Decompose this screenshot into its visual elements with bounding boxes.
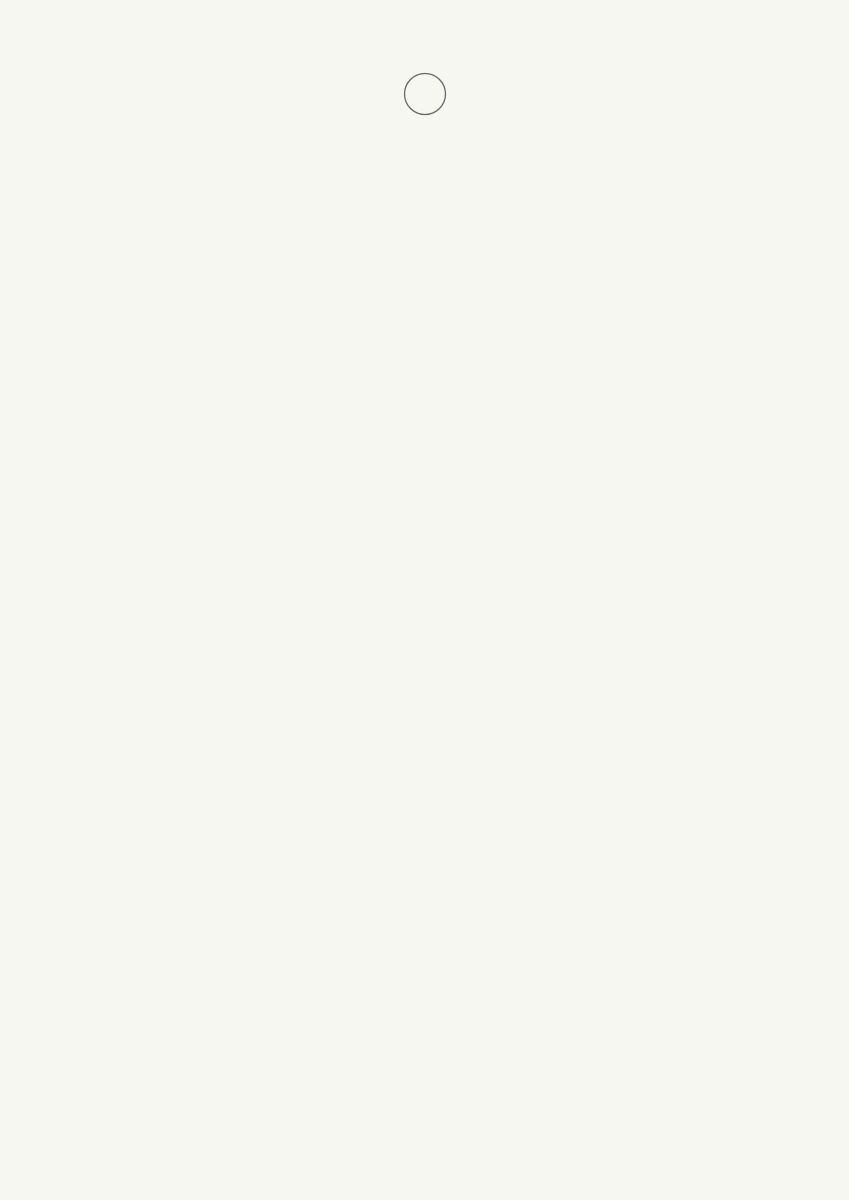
logo-icon xyxy=(403,72,447,116)
border-ornament-right xyxy=(827,0,849,1200)
border-ornament-left xyxy=(0,0,22,1200)
border-ornament-bottom xyxy=(0,1178,849,1200)
border-ornament-top xyxy=(0,0,849,22)
